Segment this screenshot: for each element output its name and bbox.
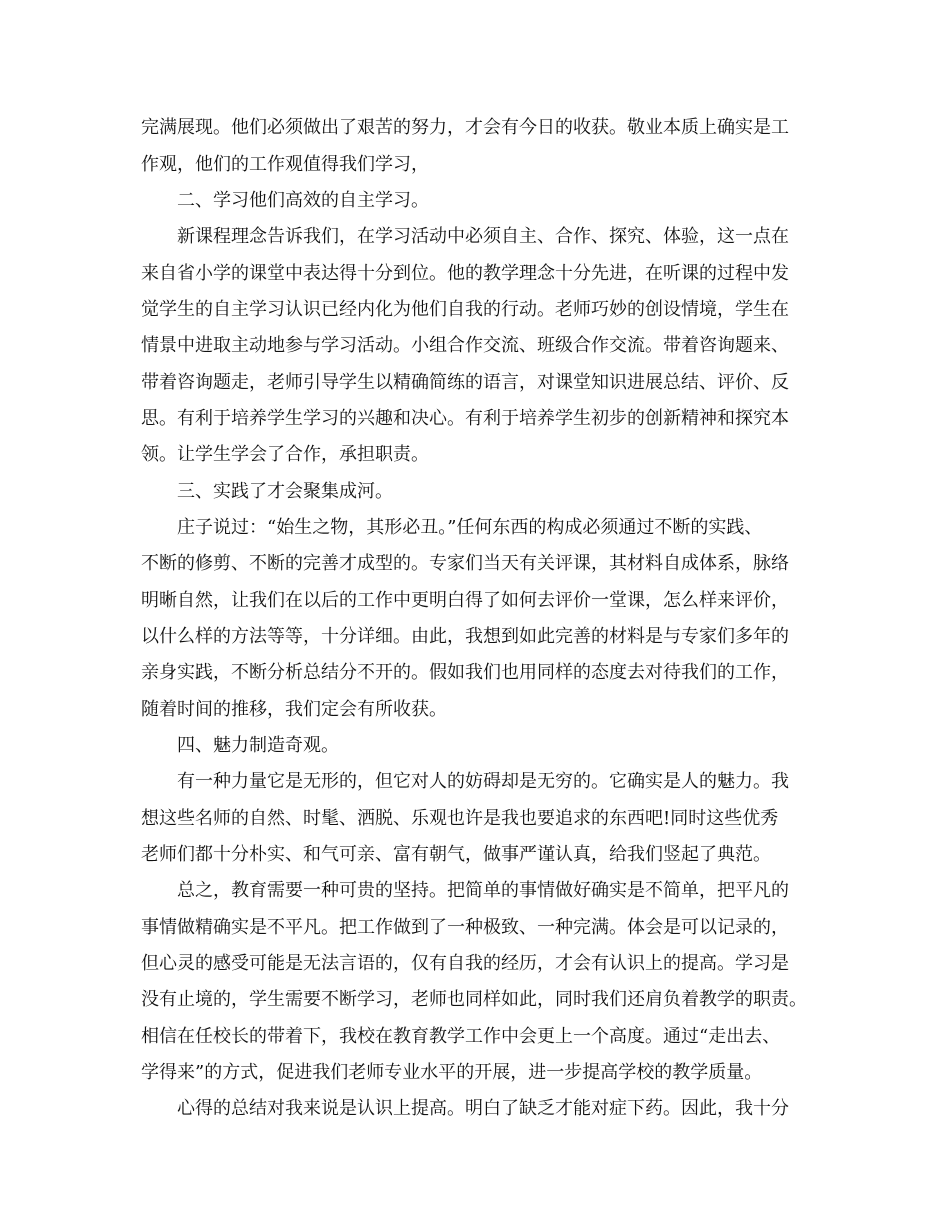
body-text-line: 有一种力量它是无形的，但它对人的妨碍却是无穷的。它确实是人的魅力。我 bbox=[177, 771, 789, 792]
body-text-line: 心得的总结对我来说是认识上提高。明白了缺乏才能对症下药。因此，我十分 bbox=[177, 1098, 789, 1119]
body-text-line: 相信在任校长的带着下，我校在教育教学工作中会更上一个高度。通过“走出去、 bbox=[141, 1026, 781, 1047]
body-text-line: 情景中进取主动地参与学习活动。小组合作交流、班级合作交流。带着咨询题来、 bbox=[141, 335, 789, 356]
body-text-line: 庄子说过：“始生之物，其形必丑。”任何东西的构成必须通过不断的实践、 bbox=[177, 517, 763, 538]
body-text-line: 带着咨询题走，老师引导学生以精确简练的语言，对课堂知识进展总结、评价、反 bbox=[141, 372, 789, 393]
section-heading-3: 三、实践了才会聚集成河。 bbox=[177, 481, 393, 502]
body-text-line: 学得来”的方式，促进我们老师专业水平的开展，进一步提高学校的教学质量。 bbox=[141, 1062, 763, 1083]
body-text-line: 老师们都十分朴实、和气可亲、富有朝气，做事严谨认真，给我们竖起了典范。 bbox=[141, 844, 771, 865]
body-text-line: 来自省小学的课堂中表达得十分到位。他的教学理念十分先进，在听课的过程中发 bbox=[141, 263, 789, 284]
body-text-line: 思。有利于培养学生学习的兴趣和决心。有利于培养学生初步的创新精神和探究本 bbox=[141, 408, 789, 429]
body-text-line: 新课程理念告诉我们，在学习活动中必须自主、合作、探究、体验，这一点在 bbox=[177, 226, 789, 247]
body-text-line: 事情做精确实是不平凡。把工作做到了一种极致、一种完满。体会是可以记录的， bbox=[141, 917, 789, 938]
section-heading-2: 二、学习他们高效的自主学习。 bbox=[177, 190, 429, 211]
body-text-line: 以什么样的方法等等，十分详细。由此，我想到如此完善的材料是与专家们多年的 bbox=[141, 626, 789, 647]
body-text-line: 完满展现。他们必须做出了艰苦的努力，才会有今日的收获。敬业本质上确实是工 bbox=[141, 117, 789, 138]
body-text-line: 但心灵的感受可能是无法言语的，仅有自我的经历，才会有认识上的提高。学习是 bbox=[141, 953, 789, 974]
body-text-line: 亲身实践，不断分析总结分不开的。假如我们也用同样的态度去对待我们的工作， bbox=[141, 662, 789, 683]
body-text-line: 随着时间的推移，我们定会有所收获。 bbox=[141, 699, 447, 720]
body-text-line: 作观，他们的工作观值得我们学习， bbox=[141, 154, 429, 175]
body-text-line: 没有止境的，学生需要不断学习，老师也同样如此，同时我们还肩负着教学的职责。 bbox=[141, 989, 807, 1010]
body-text-line: 觉学生的自主学习认识已经内化为他们自我的行动。老师巧妙的创设情境，学生在 bbox=[141, 299, 789, 320]
body-text-line: 想这些名师的自然、时髦、洒脱、乐观也许是我也要追求的东西吧!同时这些优秀 bbox=[141, 808, 779, 829]
body-text-line: 明晰自然，让我们在以后的工作中更明白得了如何去评价一堂课，怎么样来评价， bbox=[141, 590, 789, 611]
section-heading-4: 四、魅力制造奇观。 bbox=[177, 735, 339, 756]
body-text-line: 总之，教育需要一种可贵的坚持。把简单的事情做好确实是不简单，把平凡的 bbox=[177, 880, 789, 901]
body-text-line: 领。让学生学会了合作，承担职责。 bbox=[141, 444, 429, 465]
body-text-line: 不断的修剪、不断的完善才成型的。专家们当天有关评课，其材料自成体系，脉络 bbox=[141, 553, 789, 574]
